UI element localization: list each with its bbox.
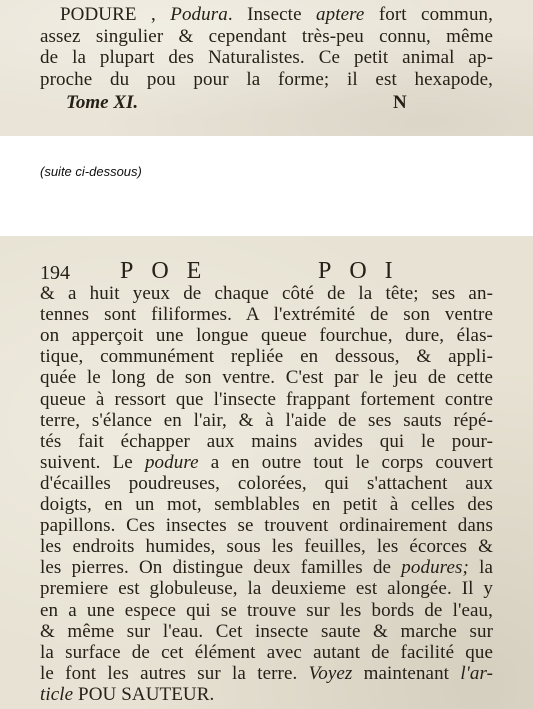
text-segment: queue à ressort que l'insecte frappant fortement contre [40, 388, 493, 410]
running-head-right: POI [318, 258, 411, 284]
text-line [40, 578, 493, 599]
text-line [40, 473, 493, 494]
text-line [40, 494, 493, 515]
text-segment: d'écailles poudreuses, colorées, qui s'attachent aux [40, 472, 493, 494]
text-line [40, 663, 493, 684]
text-segment: maintenant [352, 662, 461, 684]
text-line [40, 515, 493, 536]
signature-mark: N [393, 92, 407, 113]
text-segment: suivent. Le [40, 451, 145, 473]
text-segment: & a huit yeux de chaque côté de la tête; ses an- [40, 283, 493, 304]
running-head-left: POE [120, 258, 220, 284]
text-segment: en a une espece qui se trouve sur les bords de l'eau, [40, 599, 493, 621]
text-segment: premiere est globuleuse, la deuxieme est alongée. Il y [40, 578, 493, 600]
text-segment: les pierres. On distingue deux familles de [40, 557, 402, 579]
text-segment: on apperçoit une longue queue fourchue, dure, élas- [40, 325, 493, 347]
text-segment: doigts, en un mot, semblables en petit à celles des [40, 494, 493, 515]
italic-text: aptere [316, 4, 365, 25]
text-segment: tés fait échapper aux mains avides qui le pour- [40, 430, 493, 452]
text-segment: papillons. Ces insectes se trouvent ordinairement dans [40, 515, 493, 537]
text-line [40, 684, 493, 705]
text-line [40, 389, 493, 410]
text-segment: le font les autres sur la terre. [40, 662, 309, 684]
italic-text: podures; [401, 557, 469, 579]
text-segment: les endroits humides, sous les feuilles, les écorces & [40, 536, 493, 558]
text-line [40, 557, 493, 578]
text-line [40, 304, 493, 325]
text-segment: assez singulier & cependant très-peu connu, même [40, 25, 493, 47]
text-segment: proche du pou pour la forme; il est hexapode, [40, 68, 493, 90]
text-segment: fort commun, [364, 4, 493, 25]
text-segment: de la plupart des Naturalistes. Ce petit animal ap- [40, 47, 493, 68]
text-line [40, 325, 493, 346]
text-line [40, 536, 493, 557]
text-segment: la surface de cet élément avec autant de facilité que [40, 641, 493, 663]
text-line [40, 283, 493, 304]
text-line [40, 621, 493, 642]
text-line [40, 367, 493, 388]
page-number: 194 [40, 262, 70, 284]
text-segment: . Insecte [227, 4, 316, 25]
volume-label: Tome XI. [66, 92, 139, 113]
text-line [40, 600, 493, 621]
small-caps-text: POU SAUTEUR. [73, 683, 215, 705]
text-line [40, 346, 493, 367]
text-segment: la [468, 557, 493, 579]
text-line [40, 410, 493, 431]
italic-text: l'ar- [460, 662, 493, 684]
text-segment: a en outre tout le corps couvert [198, 451, 493, 473]
italic-text: Podura [170, 4, 228, 25]
text-segment: tique, communément repliée en dessous, & appli- [40, 346, 493, 368]
text-segment: terre, s'élance en l'air, & à l'aide de ses sauts répé- [40, 409, 493, 431]
continuation-caption: (suite ci-dessous) [40, 164, 142, 179]
text-line [40, 642, 493, 663]
italic-text: ticle [40, 683, 74, 705]
italic-text: Voyez [308, 662, 353, 684]
italic-text: podure [144, 451, 199, 473]
text-segment: quée le long de son ventre. C'est par le jeu de cette [40, 367, 493, 389]
text-line [40, 431, 493, 452]
small-caps-text: PODURE , [60, 4, 171, 25]
text-segment: tennes sont filiformes. A l'extrémité de son ventre [40, 304, 493, 326]
text-segment: & même sur l'eau. Cet insecte saute & marche sur [40, 620, 493, 642]
text-line [40, 452, 493, 473]
